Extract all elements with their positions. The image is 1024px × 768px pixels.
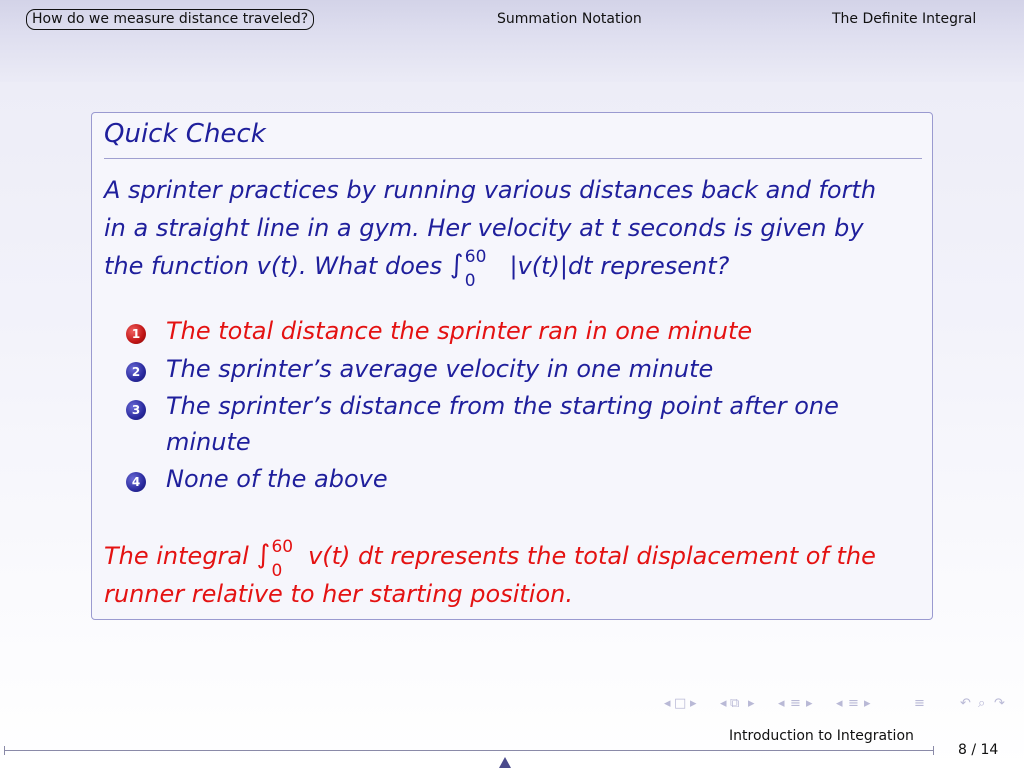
- block-title: Quick Check: [104, 119, 266, 149]
- answer-text: [104, 537, 934, 613]
- progress-marker-icon: [499, 757, 511, 768]
- subsection-icon[interactable]: ⧉: [730, 696, 740, 711]
- answer-line: runner relative to her starting position.: [104, 580, 573, 608]
- footer-title: Introduction to Integration: [729, 728, 914, 744]
- nav-right-arrow-icon[interactable]: ▸: [806, 696, 813, 711]
- back-loop-icon[interactable]: ↶: [960, 696, 971, 711]
- option-4[interactable]: [126, 460, 926, 498]
- question-line: [104, 247, 934, 291]
- options-list: [126, 312, 926, 498]
- option-number-ball: 1: [126, 324, 146, 344]
- page-number: 8 / 14: [958, 742, 999, 758]
- frame-icon[interactable]: □: [674, 696, 687, 711]
- nav-left-arrow-icon[interactable]: ◂: [664, 696, 671, 711]
- answer-line-pre: The integral: [104, 542, 249, 570]
- integral-symbol: ∫ 60 0: [256, 542, 300, 572]
- option-text: The sprinter’s average velocity in one minute: [166, 355, 714, 383]
- option-text: minute: [166, 428, 251, 456]
- nav-section-summation[interactable]: Summation Notation: [497, 11, 642, 27]
- answer-line: [104, 537, 934, 581]
- option-number-ball: 3: [126, 400, 146, 420]
- option-text: The sprinter’s distance from the starting point after one: [166, 392, 839, 420]
- question-line: A sprinter practices by running various distances back and forth: [104, 176, 877, 204]
- question-line-pre: the function v(t). What does: [104, 252, 443, 280]
- nav-right-arrow-icon[interactable]: ▸: [690, 696, 697, 711]
- nav-section-definite-integral[interactable]: The Definite Integral: [832, 11, 977, 27]
- nav-left-arrow-icon[interactable]: ◂: [778, 696, 785, 711]
- beamer-navigation-symbols: [664, 696, 1014, 716]
- answer-line-post: v(t) dt represents the total displacement of the: [308, 542, 876, 570]
- question-text: [104, 171, 934, 291]
- block-title-divider: [104, 158, 922, 159]
- option-2[interactable]: [126, 350, 926, 388]
- integral-lower-limit: 0: [271, 561, 283, 581]
- align-icon[interactable]: ≡: [914, 696, 925, 711]
- nav-left-arrow-icon[interactable]: ◂: [720, 696, 727, 711]
- section-icon[interactable]: ≡: [790, 696, 801, 711]
- progress-line: [4, 750, 934, 751]
- nav-left-arrow-icon[interactable]: ◂: [836, 696, 843, 711]
- option-number-ball: 4: [126, 472, 146, 492]
- quick-check-block: [91, 112, 933, 620]
- header-bar: [0, 0, 1024, 82]
- progress-line-start: [4, 746, 5, 755]
- option-3[interactable]: [126, 388, 926, 460]
- search-icon[interactable]: ⌕: [978, 696, 986, 711]
- document-icon[interactable]: ≡: [848, 696, 859, 711]
- question-line: in a straight line in a gym. Her velocity at t seconds is given by: [104, 214, 864, 242]
- question-line-post: |v(t)|dt represent?: [509, 252, 730, 280]
- nav-right-arrow-icon[interactable]: ▸: [864, 696, 871, 711]
- integral-lower-limit: 0: [464, 271, 476, 291]
- integral-upper-limit: 60: [271, 537, 294, 557]
- progress-line-end: [933, 746, 934, 755]
- integral-symbol: ∫ 60 0: [450, 252, 502, 282]
- option-text: The total distance the sprinter ran in one minute: [166, 317, 753, 345]
- nav-right-arrow-icon[interactable]: ▸: [748, 696, 755, 711]
- option-text: None of the above: [166, 465, 388, 493]
- option-1[interactable]: [126, 312, 926, 350]
- nav-section-distance[interactable]: How do we measure distance traveled?: [26, 9, 314, 30]
- forward-loop-icon[interactable]: ↷: [994, 696, 1005, 711]
- integral-upper-limit: 60: [464, 247, 487, 267]
- option-number-ball: 2: [126, 362, 146, 382]
